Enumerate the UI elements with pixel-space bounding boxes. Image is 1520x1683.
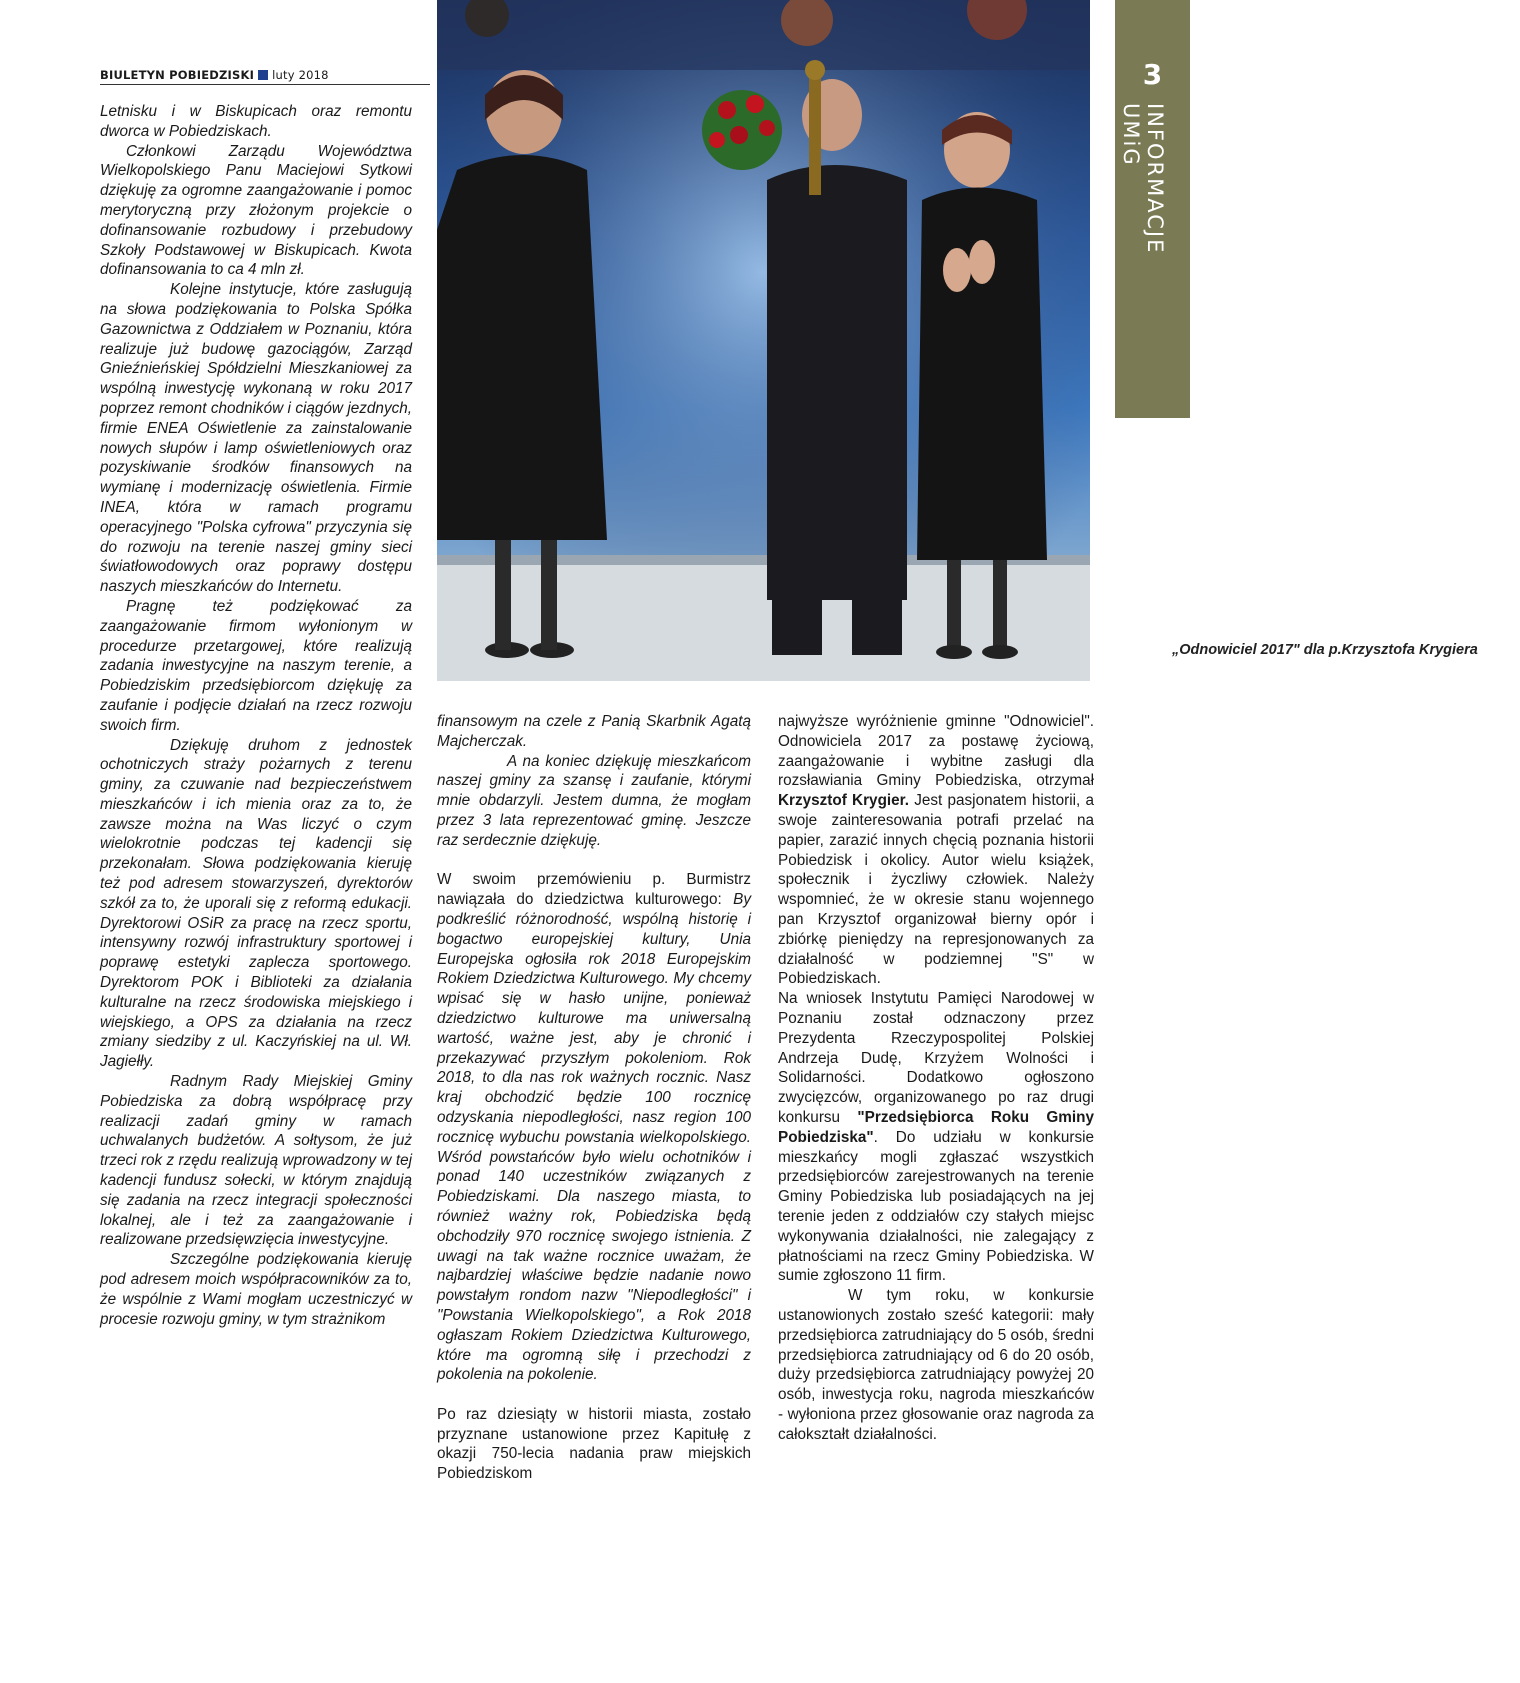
c2-paragraph-2: A na koniec dziękuję mieszkańcom naszej gminy za szansę i zaufanie, którymi mnie obdarzyli. Jestem dumna, że mogłam przez 3 lata reprezentować gminę. Jeszcze raz serdecznie dziękuję. [437, 752, 751, 849]
laureate-name: Krzysztof Krygier. [778, 792, 910, 810]
paragraph-gap [437, 1385, 751, 1405]
publication-name: BIULETYN POBIEDZISKI [100, 68, 255, 82]
section-tab [1115, 0, 1190, 418]
c1-paragraph-7: Szczególne podziękowania kieruję pod adresem moich współpracowników za to, że wspólnie z Wami mogłam uczestniczyć w procesie rozwoju gminy, w tym strażnikom [100, 1251, 412, 1328]
photo-illustration [437, 0, 1090, 681]
section-label: INFORMACJE UMiG [1119, 103, 1167, 255]
speech-quote: By podkreślić różnorodność, wspólną historię i bogactwo europejskiej kultury, Unia Europejska ogłosiła rok 2018 Europejskim Rokiem Dziedzictwa Kulturowego. My chcemy wpisać się w hasło unijne, ponieważ dziedzictwo kulturowe ma uniwersalną wartość, ważne jest, aby je chronić i przekazywać przyszłym pokoleniom. Rok 2018, to dla nas rok ważnych rocznic. Nasz kraj obchodzić będzie 100 rocznicę odzyskania niepodległości, nasz region 100 rocznicę wybuchu powstania wielkopolskiego. Wśród powstańców było wielu ochotników i ponad 140 uczestników związanych z Pobiedziskami. Dla naszego miasta, to również ważny rok, Pobiedziska będą obchodziły 970 rocznicę swojego istnienia. Z uwagi na tak ważne rocznice uważam, że najbardziej właściwe będzie nadanie nowo powstałym rondom nazw "Niepodległości" i "Powstania Wielkopolskiego", a Rok 2018 ogłaszam Rokiem Dziedzictwa Kulturowego, które ma ogromną siłę i przechodzi z pokolenia na pokolenie. [437, 891, 751, 1384]
photo-caption: „Odnowiciel 2017" dla p.Krzysztofa Krygiera [1160, 635, 1520, 665]
c1-paragraph-5: Dziękuję druhom z jednostek ochotniczych straży pożarnych z terenu gminy, za czuwanie nad bezpieczeństwem mieszkańców i ich mienia oraz za to, że zawsze można na Was liczyć o czym wielokrotnie podczas tej kadencji się przekonałam. Słowa podziękowania kieruję też pod adresem stowarzyszeń, dyrektorów szkół za to, że uporali się z reformą edukacji. Dyrektorowi OSiR za pracę na rzecz sportu, intensywny rozwój infrastruktury sportowej i poprawę estetyki zaplecza sportowego. Dyrektorom POK i Biblioteki za działania kulturalne na rzecz środowiska miejskiego i wiejskiego, a OPS za działania na rzecz zmiany siedziby z ul. Kaczyńskiej na ul. Wł. Jagiełły. [100, 736, 412, 1071]
c1-paragraph-1: Letnisku i w Biskupicach oraz remontu dworca w Pobiedziskach. [100, 103, 412, 140]
laureate-description: Jest pasjonatem historii, a swoje zainteresowania potrafi przelać na papier, zarazić innych chęcią poznania historii Pobiedzisk i okolicy. Autor wielu książek, społecznik i życzliwy człowiek. Należy wspomnieć, że w okresie stanu wojennego pan Krzysztof organizował bierny opór i zbiórkę pieniędzy na represjonowanych za działalność w podziemnej "S" w Pobiedziskach. [778, 792, 1094, 988]
c3-paragraph-1 [778, 712, 1094, 989]
c1-paragraph-2: Członkowi Zarządu Województwa Wielkopolskiego Panu Maciejowi Sytkowi dziękuję za ogromne zaangażowanie i pomoc merytoryczną przy złożonym projekcie o dofinansowanie rozbudowy i przebudowy Szkoły Podstawowej w Biskupicach. Kwota dofinansowania to ca 4 mln zł. [100, 142, 412, 279]
header-square-icon [258, 70, 268, 80]
c2-paragraph-3 [437, 870, 751, 1385]
column-2 [437, 712, 751, 1484]
award-text: Na wniosek Instytutu Pamięci Narodowej w Poznaniu został odznaczony przez Prezydenta Rzeczypospolitej Polskiej Andrzeja Dudę, Krzyżem Wolności i Solidarności. Dodatkowo ogłoszono zwycięzców, organizowanego po raz drugi konkursu [778, 990, 1094, 1126]
odnowiciel-text: najwyższe wyróżnienie gminne "Odnowiciel". Odnowiciela 2017 za postawę życiową, zaangażowanie i wybitne zasługi dla rozsławiania Gminy Pobiedziska, otrzymał [778, 713, 1094, 790]
c2-paragraph-1: finansowym na czele z Panią Skarbnik Agatą Majcherczak. [437, 713, 751, 750]
issue-date: luty 2018 [272, 68, 329, 82]
c2-paragraph-4: Po raz dziesiąty w historii miasta, zostało przyznane ustanowione przez Kapitułę z okazji 750-lecia nadania praw miejskich Pobiedziskom [437, 1405, 751, 1483]
page-number: 3 [1142, 58, 1163, 91]
contest-name: "Przedsiębiorca Roku Gminy Pobiedziska" [778, 1108, 1094, 1146]
c3-paragraph-2 [778, 989, 1094, 1286]
contest-description: . Do udziału w konkursie mieszkańcy mogli zgłaszać wszystkich przedsiębiorców zarejestrowanych na terenie Gminy Pobiedziska lub posiadających na jej terenie jeden z oddziałów czy stałych miejsc wykonywania działalności, nie zalegający z płatnościami na rzecz Gminy Pobiedziska. W sumie zgłoszono 11 firm. [778, 1128, 1094, 1285]
c3-paragraph-3: W tym roku, w konkursie ustanowionych zostało sześć kategorii: mały przedsiębiorca zatrudniający do 5 osób, średni przedsiębiorca zatrudniający od 6 do 20 osób, duży przedsiębiorca zatrudniający powyżej 20 osób, inwestycja roku, nagroda mieszkańców - wyłoniona przez głosowanie oraz nagroda za całokształt działalności. [778, 1287, 1094, 1443]
c1-paragraph-6: Radnym Rady Miejskiej Gminy Pobiedziska za dobrą współpracę przy realizacji zadań gminy w ramach uchwalanych budżetów. A sołtysom, że już trzeci rok z rzędu realizują wprowadzony w tej kadencji fundusz sołecki, w którym znajdują się zadania na rzecz integracji społeczności lokalnej, ale i też za zaangażowanie i realizowane przedsięwzięcia inwestycyjne. [100, 1073, 412, 1249]
c1-paragraph-4: Pragnę też podziękować za zaangażowanie firmom wyłonionym w procedurze przetargowej, które realizują zadania inwestycyjne na naszym terenie, a Pobiedziskim przedsiębiorcom dziękuję za zaufanie i podjęcie działań na rzecz rozwoju swoich firm. [100, 597, 412, 734]
c1-paragraph-3: Kolejne instytucje, które zasługują na słowa podziękowania to Polska Spółka Gazownictwa z Oddziałem w Poznaniu, która realizuje już budowę gazociągów, Zarząd Gnieźnieńskiej Spółdzielni Mieszkaniowej za wspólną inwestycję wykonaną w roku 2017 poprzez remont chodników i ciągów jezdnych, firmie ENEA Oświetlenie za zainstalowanie nowych słupów i lamp oświetleniowych oraz pozyskiwanie środków finansowych na wymianę i modernizację oświetlenia. Firmie INEA, która w ramach programu operacyjnego "Polska cyfrowa" przyczynia się do rozwoju na terenie naszej gminy sieci światłowodowych oraz poprawy dostępu naszych mieszkańców do Internetu. [100, 281, 412, 596]
header-divider [100, 84, 430, 85]
column-1 [100, 102, 412, 1329]
column-3 [778, 712, 1094, 1444]
paragraph-gap [437, 851, 751, 871]
speech-intro: W swoim przemówieniu p. Burmistrz nawiązała do dziedzictwa kulturowego: [437, 871, 751, 909]
